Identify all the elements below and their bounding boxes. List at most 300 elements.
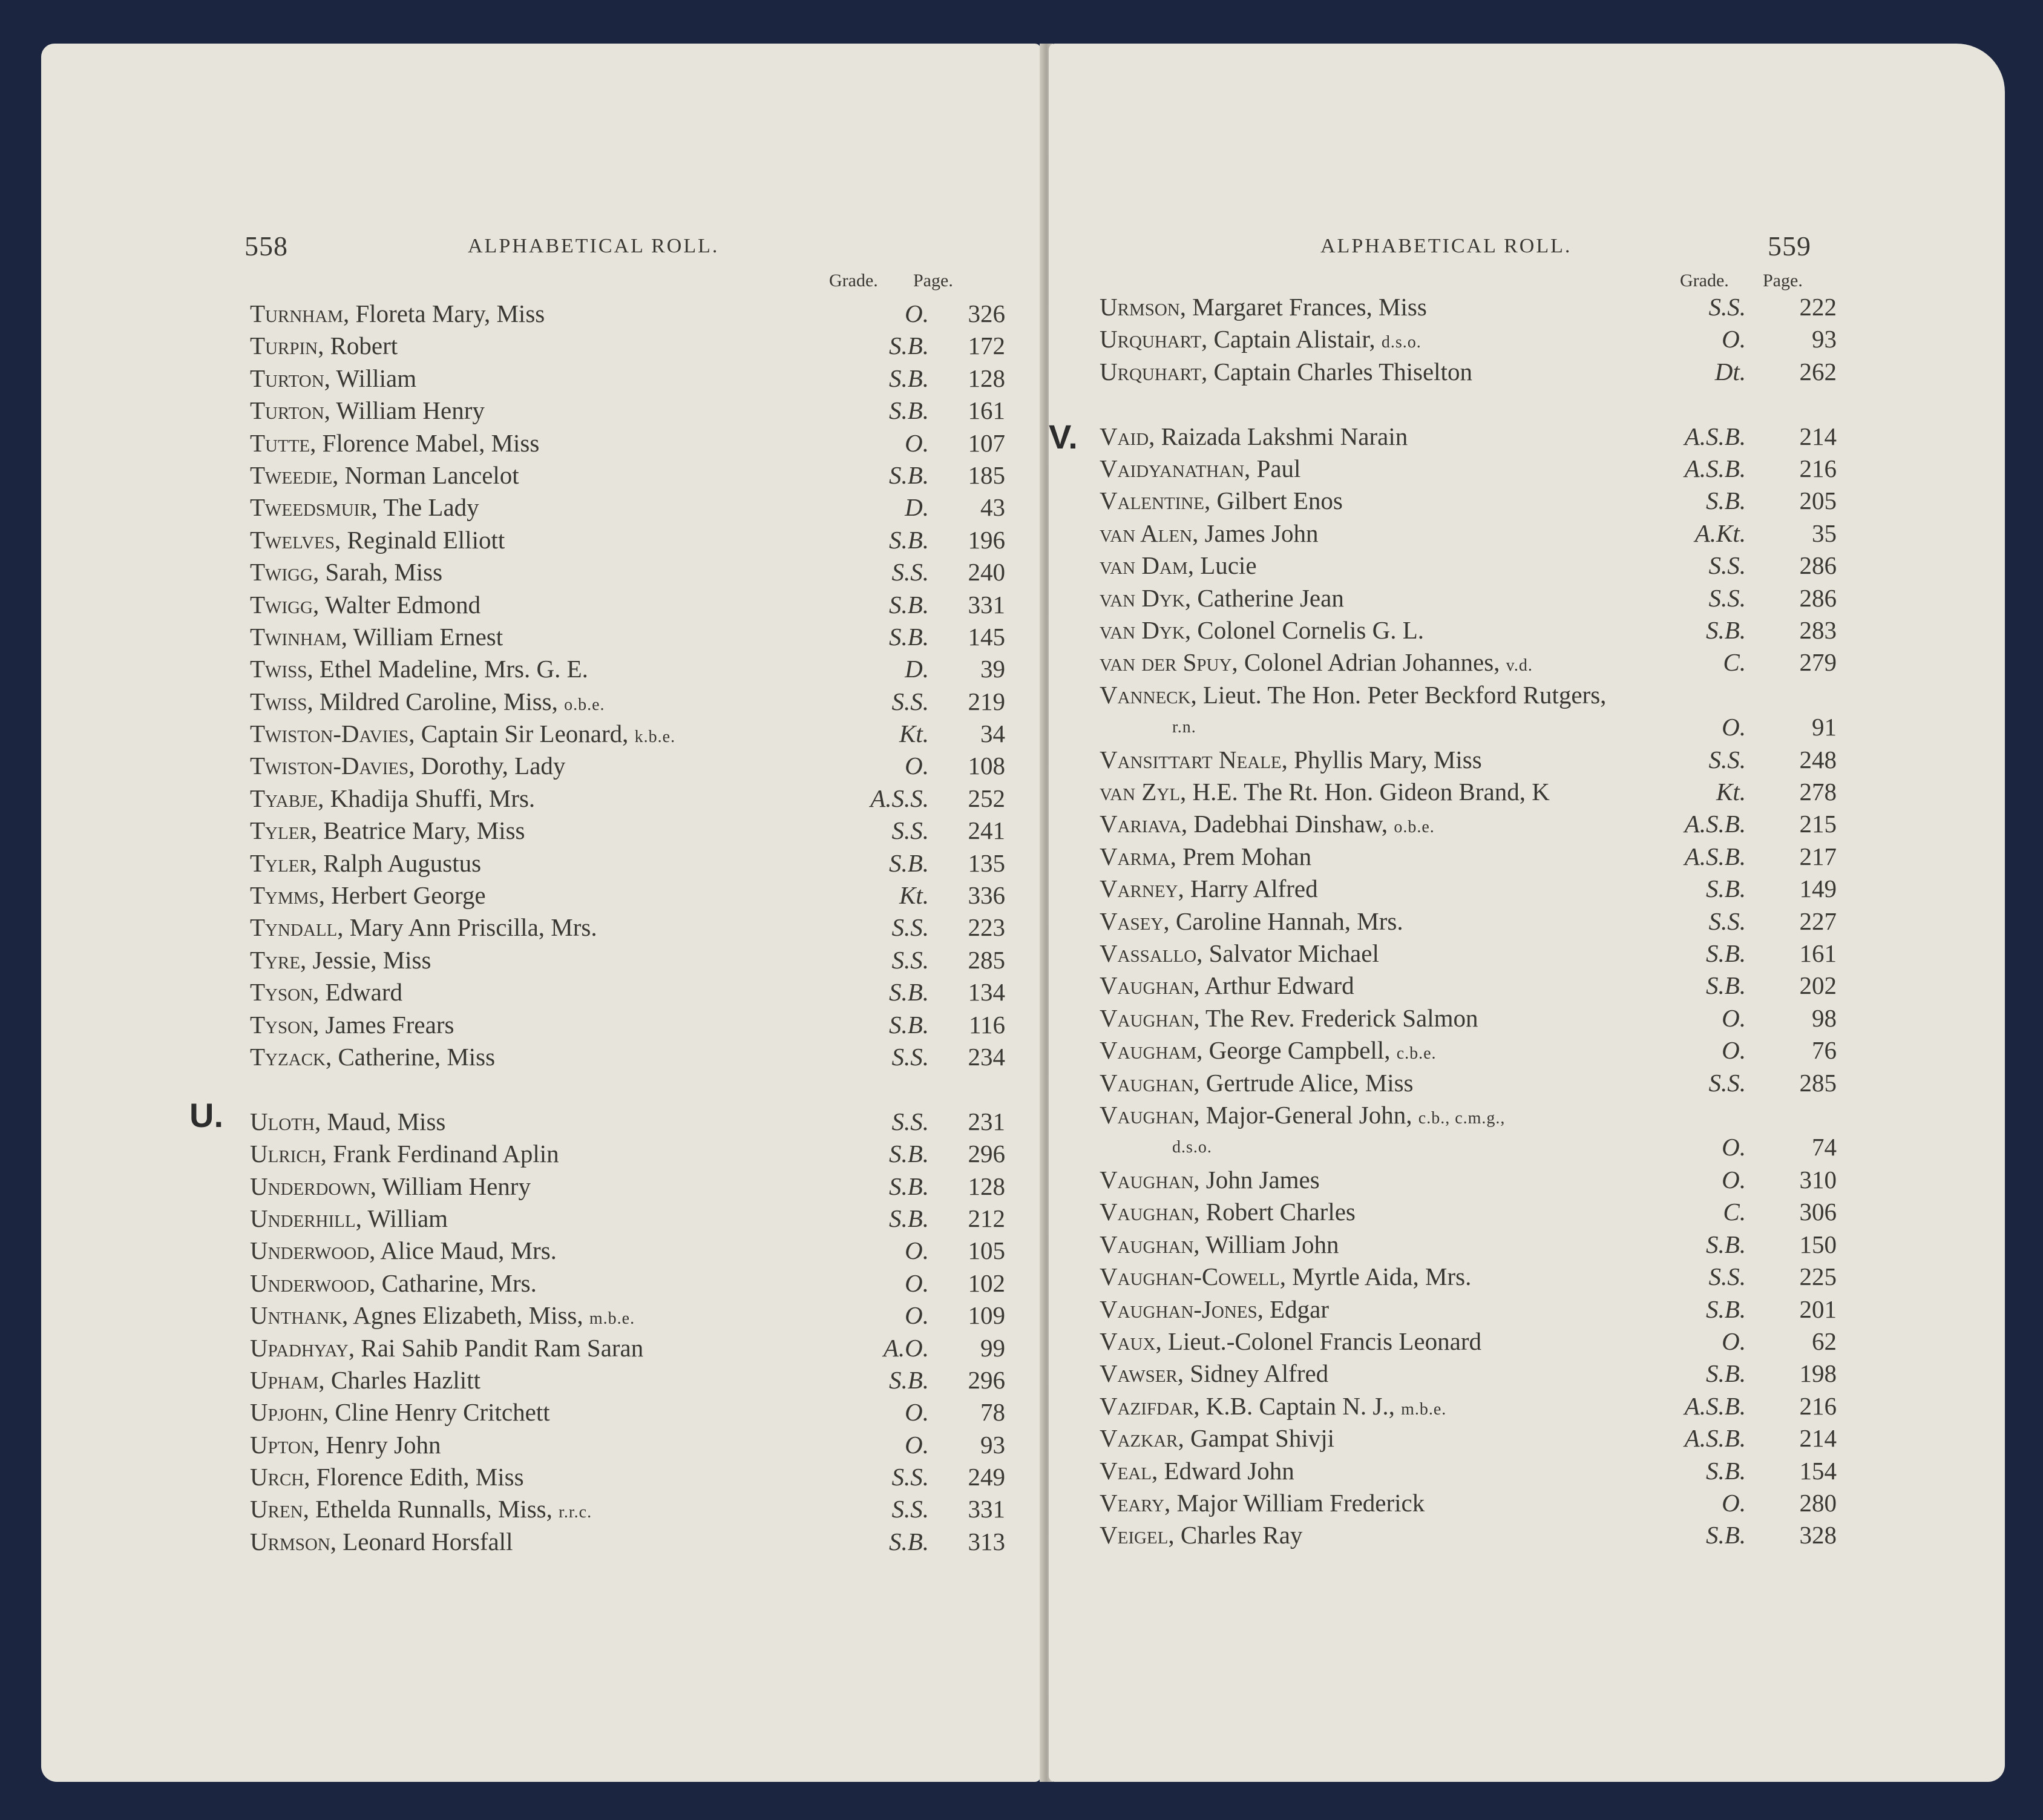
entry-page: 74 [1812, 1133, 1837, 1161]
entry-name [250, 1493, 592, 1528]
entry-given-names: , Captain Sir Leonard, [408, 720, 635, 748]
entry-page: 279 [1799, 648, 1837, 677]
roll-entry [250, 427, 1006, 459]
entry-name [1100, 517, 1318, 550]
entry-given-names: , Robert [318, 332, 398, 360]
entry-given-names: , Agnes Elizabeth, Miss, [342, 1301, 589, 1330]
entry-surname: Underwood [250, 1237, 370, 1265]
entry-name [250, 1332, 643, 1364]
entry-page: 278 [1799, 778, 1837, 806]
entry-given-names: , Paul [1244, 454, 1301, 482]
entry-grade: S.B. [888, 1140, 929, 1168]
roll-entry [250, 1138, 1006, 1170]
roll-entry [1100, 905, 1910, 938]
entry-surname: van Dyk [1100, 583, 1185, 612]
roll-entry [250, 686, 1006, 718]
entry-name [1100, 938, 1379, 970]
entry-name [1100, 1229, 1339, 1261]
roll-entry [250, 1299, 1006, 1332]
section-spacer [1100, 388, 1910, 420]
entry-surname: Vanneck [1100, 680, 1191, 709]
entry-name [250, 1364, 480, 1396]
roll-entry [250, 653, 1006, 685]
entry-surname: Tyndall [250, 913, 338, 942]
entry-grade: A.S.B. [1684, 422, 1746, 450]
entry-name [1100, 453, 1300, 485]
entry-page: 145 [968, 622, 1005, 651]
roll-entry [1100, 1293, 1910, 1326]
roll-entry [1100, 582, 1910, 614]
entry-surname: Ulrich [250, 1140, 321, 1168]
roll-entry [250, 491, 1006, 524]
entry-grade: S.B. [888, 590, 929, 619]
entry-page: 91 [1812, 713, 1837, 741]
roll-entry [250, 976, 1006, 1008]
entry-surname: van Zyl [1100, 778, 1181, 806]
entry-surname: Twinham [250, 622, 341, 651]
entry-surname: Valentine [1100, 487, 1204, 515]
entry-honours: o.b.e. [1394, 818, 1435, 837]
entry-name [250, 427, 539, 459]
entry-given-names: , Catherine, Miss [325, 1042, 496, 1071]
entry-given-names: , James John [1192, 519, 1319, 547]
entry-page: 109 [968, 1301, 1005, 1330]
entry-given-names: , George Campbell, [1196, 1036, 1397, 1065]
roll-entry [1100, 517, 1910, 550]
entry-page: 285 [968, 945, 1005, 974]
roll-entry [250, 718, 1006, 750]
roll-entry [250, 459, 1006, 491]
entry-surname: Tyzack [250, 1042, 326, 1071]
roll-entry [1100, 1455, 1910, 1487]
roll-entry [1100, 453, 1910, 485]
entry-grade: O. [905, 1269, 929, 1297]
entry-given-names: , Norman Lancelot [332, 461, 519, 489]
entry-given-names: , Gilbert Enos [1204, 487, 1343, 515]
entry-name [1100, 1358, 1328, 1390]
entry-page: 310 [1799, 1165, 1837, 1194]
roll-entry [250, 621, 1006, 653]
entry-name [250, 976, 402, 1008]
entry-page: 252 [968, 784, 1005, 812]
roll-entry [1100, 776, 1910, 808]
entry-name [250, 1267, 537, 1299]
roll-entry [250, 750, 1006, 782]
entry-name [250, 1138, 559, 1170]
entry-grade: S.B. [888, 332, 929, 360]
entry-name [1100, 1196, 1356, 1228]
entry-grade: S.B. [888, 1172, 929, 1200]
entry-given-names: , Major William Frederick [1164, 1488, 1425, 1517]
roll-entry [1100, 614, 1910, 646]
entry-page: 34 [980, 720, 1005, 748]
entry-given-names: , Herbert George [318, 881, 486, 910]
entry-page: 35 [1812, 519, 1837, 547]
entry-name [250, 1429, 441, 1461]
entry-given-names: , The Lady [371, 493, 479, 522]
roll-entry [1100, 808, 1910, 840]
entry-given-names: , Arthur Edward [1193, 971, 1354, 1000]
entry-name [1100, 323, 1422, 358]
entry-page: 134 [968, 978, 1005, 1007]
entry-grade: S.S. [1708, 745, 1746, 774]
entry-given-names: , Phyllis Mary, Miss [1281, 745, 1482, 774]
roll-entry [250, 556, 1006, 588]
entry-surname: Varney [1100, 875, 1178, 903]
entry-grade: S.S. [891, 945, 929, 974]
entry-page: 205 [1799, 487, 1837, 515]
entry-page: 262 [1799, 357, 1837, 386]
entry-given-names: , H.E. The Rt. Hon. Gideon Brand, K [1180, 778, 1550, 806]
entry-page: 331 [968, 1495, 1005, 1523]
entry-name [1100, 1164, 1320, 1196]
roll-entry [1100, 679, 1910, 744]
entry-page: 93 [1812, 325, 1837, 353]
entry-name [250, 686, 605, 721]
entry-page: 231 [968, 1107, 1005, 1135]
entry-surname: Vazifdar [1100, 1391, 1194, 1420]
entry-given-names: , William Ernest [341, 622, 503, 651]
entry-grade: S.B. [888, 525, 929, 554]
entry-given-names: , William Henry [370, 1172, 531, 1200]
entry-surname: Turton [250, 396, 324, 425]
entry-grade: O. [905, 752, 929, 780]
entry-surname: Vaughan-Jones [1100, 1295, 1258, 1323]
entry-given-names: , William [355, 1204, 448, 1232]
entry-page: 227 [1799, 907, 1837, 935]
entry-grade: A.S.B. [1684, 842, 1746, 870]
entry-name [250, 653, 588, 685]
entry-name [1100, 873, 1318, 905]
entry-name [250, 1396, 550, 1428]
roll-entry [250, 815, 1006, 847]
entry-surname: Vaughan [1100, 1165, 1194, 1194]
entry-page: 78 [980, 1398, 1005, 1427]
entry-name [250, 1235, 557, 1267]
left-page-heading: Page. [913, 271, 953, 291]
entry-name [1100, 970, 1354, 1002]
entry-name [1100, 679, 1607, 737]
entry-grade: D. [905, 493, 929, 522]
entry-surname: Upham [250, 1365, 319, 1394]
entry-given-names: , Alice Maud, Mrs. [369, 1237, 557, 1265]
entry-page: 93 [980, 1430, 1005, 1459]
roll-entry [250, 1429, 1006, 1461]
roll-entry [1100, 841, 1910, 873]
entry-surname: Veal [1100, 1456, 1152, 1485]
entry-page: 286 [1799, 583, 1837, 612]
entry-surname: Tyler [250, 849, 311, 877]
entry-grade: S.B. [1705, 1456, 1746, 1485]
roll-entry [1100, 1196, 1910, 1228]
entry-surname: Upjohn [250, 1398, 323, 1427]
entry-given-names: , K.B. Captain N. J., [1193, 1391, 1402, 1420]
left-roll-list [250, 298, 1006, 1558]
entry-given-names: , Lieut.-Colonel Francis Leonard [1155, 1327, 1481, 1355]
entry-given-names: , Beatrice Mary, Miss [310, 816, 525, 845]
entry-surname: Urquhart [1100, 325, 1202, 353]
entry-surname: Tyson [250, 978, 313, 1007]
left-section-letter: U. [189, 1096, 223, 1134]
roll-entry [250, 1171, 1006, 1203]
entry-grade: S.S. [891, 1463, 929, 1491]
entry-given-names: , Caroline Hannah, Mrs. [1163, 907, 1403, 935]
roll-entry [250, 589, 1006, 621]
entry-page: 43 [980, 493, 1005, 522]
entry-page: 326 [968, 300, 1005, 327]
entry-name [250, 363, 416, 395]
entry-page: 285 [1799, 1068, 1837, 1097]
entry-name [250, 912, 597, 944]
entry-name [1100, 1390, 1446, 1425]
entry-surname: Vaid [1100, 422, 1149, 450]
entry-given-names: , James Frears [313, 1010, 454, 1039]
entry-surname: Vaughan-Cowell [1100, 1263, 1280, 1291]
roll-entry [250, 1461, 1006, 1493]
entry-grade: O. [1722, 1133, 1746, 1161]
entry-name [1100, 1099, 1506, 1157]
entry-given-names: , Catherine Jean [1184, 583, 1344, 612]
entry-surname: Vaughan [1100, 1230, 1194, 1258]
entry-grade: S.B. [1705, 1230, 1746, 1258]
entry-surname: Urmson [1100, 293, 1180, 321]
roll-entry [250, 879, 1006, 912]
entry-surname: Vaughan [1100, 1068, 1194, 1097]
entry-grade: S.B. [1705, 1295, 1746, 1323]
entry-given-names: , Captain Alistair, [1201, 325, 1382, 353]
entry-grade: S.S. [891, 1107, 929, 1135]
entry-page: 128 [968, 1172, 1005, 1200]
entry-given-names: , William Henry [324, 396, 485, 425]
roll-entry [250, 783, 1006, 815]
roll-entry [1100, 1326, 1910, 1358]
entry-surname: Vaidyanathan [1100, 454, 1245, 482]
entry-surname: Twigg [250, 558, 313, 586]
entry-name [1100, 1487, 1425, 1519]
entry-surname: van der Spuy [1100, 648, 1232, 677]
right-roll-list [1100, 291, 1910, 1552]
entry-page: 331 [968, 590, 1005, 619]
entry-given-names: , Jessie, Miss [300, 945, 431, 974]
entry-grade: S.S. [1708, 907, 1746, 935]
entry-surname: Vaugham [1100, 1036, 1197, 1065]
entry-grade: O. [905, 1237, 929, 1265]
entry-honours: m.b.e. [1401, 1399, 1447, 1419]
entry-page: 240 [968, 558, 1005, 586]
entry-grade: C. [1723, 1198, 1746, 1226]
entry-grade: O. [1722, 1488, 1746, 1517]
entry-given-names: , Mary Ann Priscilla, Mrs. [337, 913, 597, 942]
entry-surname: Vawser [1100, 1359, 1178, 1388]
roll-entry [1100, 1390, 1910, 1422]
right-page-heading: Page. [1763, 271, 1803, 291]
entry-name [1100, 808, 1435, 843]
roll-entry [250, 847, 1006, 879]
entry-grade: S.S. [1708, 1068, 1746, 1097]
entry-given-names: , Edward John [1151, 1456, 1294, 1485]
roll-entry [1100, 1034, 1910, 1066]
entry-name [1100, 485, 1343, 517]
entry-page: 248 [1799, 745, 1837, 774]
entry-grade: O. [1722, 1165, 1746, 1194]
entry-page: 216 [1799, 1391, 1837, 1420]
entry-given-names: , Dadebhai Dinshaw, [1181, 810, 1394, 838]
entry-name [250, 491, 479, 524]
entry-given-names: , Ethel Madeline, Mrs. G. E. [307, 655, 588, 683]
entry-page: 336 [968, 881, 1005, 910]
entry-name [250, 1461, 524, 1493]
entry-surname: van Dam [1100, 551, 1188, 580]
entry-given-names: , Sidney Alfred [1177, 1359, 1329, 1388]
entry-page: 216 [1799, 454, 1837, 482]
entry-grade: O. [905, 1430, 929, 1459]
roll-entry [250, 1009, 1006, 1041]
entry-page: 306 [1799, 1198, 1837, 1226]
entry-name [1100, 1455, 1294, 1487]
entry-name [250, 395, 485, 427]
entry-honours: c.b., c.m.g., [1418, 1108, 1506, 1128]
entry-surname: Twiss [250, 655, 307, 683]
entry-page: 249 [968, 1463, 1005, 1491]
entry-surname: Tweedie [250, 461, 333, 489]
entry-surname: Varma [1100, 842, 1170, 870]
roll-entry [1100, 1487, 1910, 1519]
entry-page: 196 [968, 525, 1005, 554]
entry-grade: O. [905, 429, 929, 457]
entry-surname: Vaughan [1100, 1004, 1194, 1032]
roll-entry [250, 912, 1006, 944]
roll-entry [250, 1396, 1006, 1428]
entry-surname: Turton [250, 364, 324, 392]
entry-grade: S.S. [891, 687, 929, 715]
entry-page: 215 [1799, 810, 1837, 838]
entry-surname: Variava [1100, 810, 1181, 838]
entry-page: 154 [1799, 1456, 1837, 1485]
entry-page: 135 [968, 849, 1005, 877]
entry-page: 296 [968, 1365, 1005, 1394]
entry-name [1100, 1067, 1414, 1099]
roll-entry [1100, 1067, 1910, 1099]
entry-given-names: , Colonel Adrian Johannes, [1231, 648, 1506, 677]
entry-page: 128 [968, 364, 1005, 392]
roll-entry [1100, 1422, 1910, 1454]
entry-honours: m.b.e. [589, 1309, 635, 1329]
entry-given-names: , Salvator Michael [1196, 939, 1379, 968]
entry-name [250, 815, 525, 847]
entry-name [250, 750, 565, 782]
entry-page: 39 [980, 655, 1005, 683]
entry-given-names: , Maud, Miss [314, 1107, 446, 1135]
roll-entry [1100, 938, 1910, 970]
entry-grade: O. [1722, 325, 1746, 353]
entry-surname: Turpin [250, 332, 318, 360]
entry-name [1100, 550, 1257, 582]
entry-grade: A.S.B. [1684, 1424, 1746, 1453]
entry-page: 214 [1799, 422, 1837, 450]
entry-name [250, 298, 545, 330]
entry-surname: Vaughan [1100, 1100, 1194, 1129]
roll-entry [1100, 1002, 1910, 1034]
entry-surname: Vaughan [1100, 971, 1194, 1000]
entry-grade: S.S. [891, 1495, 929, 1523]
entry-page: 219 [968, 687, 1005, 715]
entry-grade: S.B. [888, 1010, 929, 1039]
entry-grade: O. [1722, 713, 1746, 741]
entry-grade: Kt. [899, 881, 929, 910]
entry-surname: Vaux [1100, 1327, 1156, 1355]
entry-name [1100, 1326, 1481, 1358]
entry-page: 217 [1799, 842, 1837, 870]
roll-entry [1100, 873, 1910, 905]
entry-given-names: , Cline Henry Critchett [322, 1398, 550, 1427]
entry-grade: A.S.B. [1684, 454, 1746, 482]
entry-grade: S.B. [1705, 616, 1746, 644]
section-spacer [250, 1073, 1006, 1105]
roll-entry [1100, 970, 1910, 1002]
entry-honours: v.d. [1506, 656, 1533, 675]
entry-grade: S.S. [891, 1042, 929, 1071]
roll-entry [250, 1203, 1006, 1235]
entry-given-names: , Charles Hazlitt [318, 1365, 480, 1394]
entry-grade: A.S.B. [1684, 810, 1746, 838]
entry-name [1100, 614, 1424, 646]
entry-name [250, 847, 481, 879]
entry-name [250, 459, 519, 491]
entry-name [250, 1106, 445, 1138]
entry-surname: Tyler [250, 816, 311, 845]
entry-page: 185 [968, 461, 1005, 489]
entry-grade: O. [905, 300, 929, 327]
entry-given-names: , Rai Sahib Pandit Ram Saran [348, 1333, 644, 1362]
entry-given-names: , William John [1193, 1230, 1339, 1258]
entry-grade: Kt. [899, 720, 929, 748]
entry-page: 161 [968, 396, 1005, 425]
entry-page: 102 [968, 1269, 1005, 1297]
entry-surname: Uren [250, 1495, 303, 1523]
left-page [41, 44, 1041, 1782]
entry-page: 116 [969, 1010, 1005, 1039]
entry-given-names: , Ralph Augustus [310, 849, 482, 877]
entry-honours: r.r.c. [559, 1503, 592, 1522]
entry-given-names: , Leonard Horsfall [330, 1527, 513, 1556]
entry-grade: O. [905, 1301, 929, 1330]
entry-name [1100, 1519, 1302, 1551]
entry-given-names: , Khadija Shuffi, Mrs. [318, 784, 536, 812]
entry-name [250, 589, 480, 621]
roll-entry [250, 1526, 1006, 1558]
entry-page: 222 [1799, 293, 1837, 321]
entry-grade: S.B. [888, 978, 929, 1007]
entry-surname: Twiss [250, 687, 307, 715]
entry-surname: Urch [250, 1463, 304, 1491]
roll-entry [250, 1106, 1006, 1138]
entry-surname: Unthank [250, 1301, 343, 1330]
entry-name [250, 1526, 513, 1558]
roll-entry [250, 395, 1006, 427]
entry-given-names: , Edward [313, 978, 403, 1007]
entry-given-names: , Mildred Caroline, Miss, [307, 687, 565, 715]
entry-given-names: , Catharine, Mrs. [369, 1269, 537, 1297]
entry-page: 286 [1799, 551, 1837, 580]
entry-name [1100, 776, 1550, 808]
entry-surname: Urquhart [1100, 357, 1202, 386]
entry-name [1100, 421, 1408, 453]
entry-name [1100, 356, 1472, 388]
entry-given-names: , Ethelda Runnalls, Miss, [303, 1495, 559, 1523]
entry-honours: c.b.e. [1396, 1044, 1437, 1063]
entry-given-names: , Robert Charles [1193, 1198, 1356, 1226]
entry-given-names: , Edgar [1257, 1295, 1330, 1323]
